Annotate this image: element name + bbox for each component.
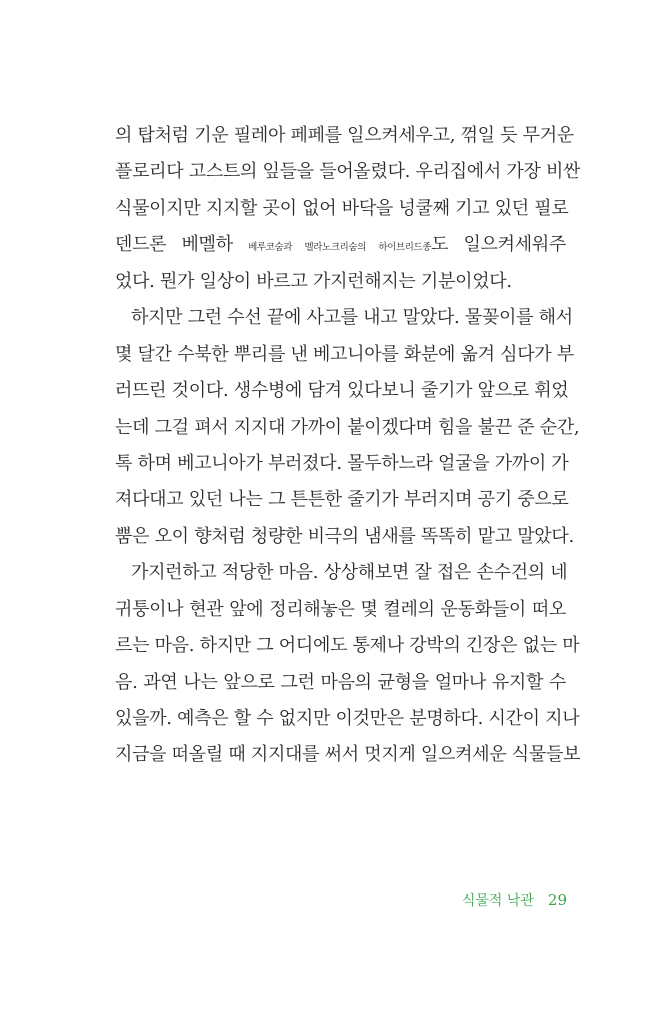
text-line (115, 227, 566, 263)
text-line: 하지만 그런 수선 끝에 사고를 내고 말았다. 물꽂이를 해서 (131, 307, 573, 329)
running-title: 식물적 낙관 (461, 893, 534, 909)
text-line: 톡 하며 베고니아가 부러졌다. 몰두하느라 얼굴을 가까이 가 (115, 452, 569, 474)
text-line: 음. 과연 나는 앞으로 그런 마음의 균형을 얼마나 유지할 수 (115, 671, 566, 693)
text-line: 몇 달간 수북한 뿌리를 낸 베고니아를 화분에 옮겨 심다가 부 (115, 343, 574, 365)
text-segment: 덴드론 베멜하 (115, 234, 233, 256)
text-line: 르는 마음. 하지만 그 어디에도 통제나 강박의 긴장은 없는 마 (115, 635, 580, 657)
book-page-body (115, 118, 581, 774)
page-number: 29 (547, 891, 567, 909)
text-line: 의 탑처럼 기운 필레아 페페를 일으켜세우고, 꺾일 듯 무거운 (115, 125, 574, 146)
text-line: 러뜨린 것이다. 생수병에 담겨 있다보니 줄기가 앞으로 휘었 (115, 380, 569, 402)
text-line: 귀퉁이나 현관 앞에 정리해놓은 몇 켤레의 운동화들이 떠오 (115, 598, 566, 620)
text-line: 지금을 떠올릴 때 지지대를 써서 멋지게 일으켜세운 식물들보 (115, 744, 581, 766)
text-line: 져다대고 있던 나는 그 튼튼한 줄기가 부러지며 공기 중으로 (115, 489, 569, 511)
text-line: 뿜은 오이 향처럼 청량한 비극의 냄새를 똑똑히 맡고 말았다. (115, 525, 574, 547)
text-line: 가지런하고 적당한 마음. 상상해보면 잘 접은 손수건의 네 (131, 562, 568, 584)
text-line: 식물이지만 지지할 곳이 없어 바닥을 넝쿨째 기고 있던 필로 (115, 197, 569, 219)
text-line: 었다. 뭔가 일상이 바르고 가지런해지는 기분이었다. (115, 270, 512, 292)
text-line: 는데 그걸 펴서 지지대 가까이 붙이겠다며 힘을 불끈 준 순간, (115, 416, 580, 438)
page-footer (462, 890, 567, 910)
inline-annotation: 베루코숨과 멜라노크리숨의 하이브리드종 (248, 242, 432, 254)
text-line: 있을까. 예측은 할 수 없지만 이것만은 분명하다. 시간이 지나 (115, 708, 580, 729)
text-segment: 도 일으켜세워주 (431, 234, 566, 256)
text-line: 플로리다 고스트의 잎들을 들어올렸다. 우리집에서 가장 비싼 (115, 161, 581, 183)
